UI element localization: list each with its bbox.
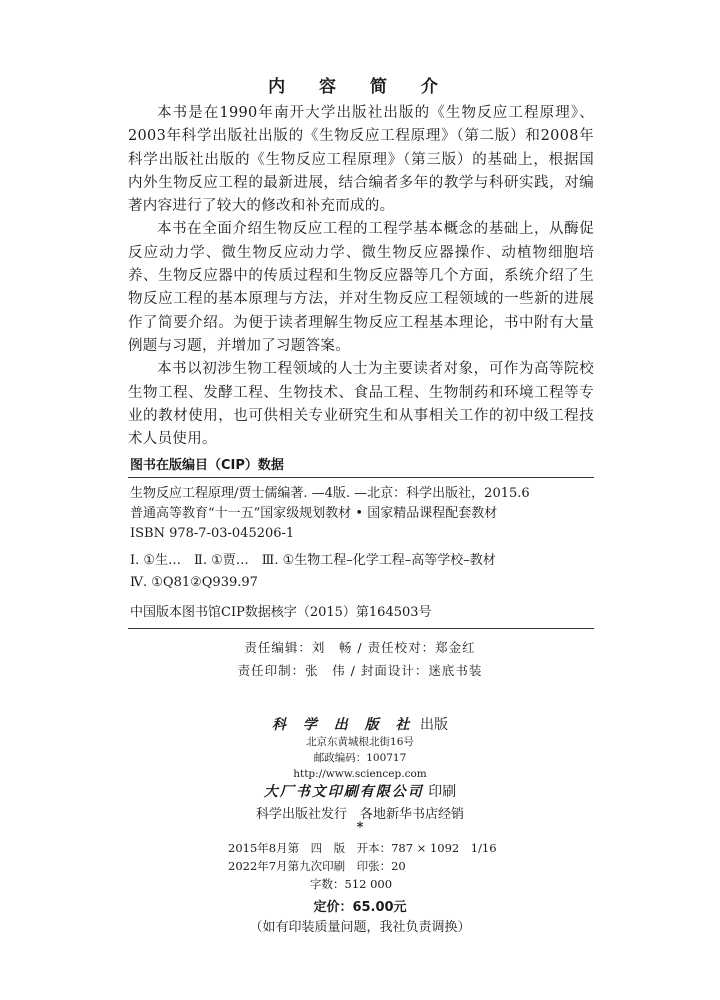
cip-entry-line: 生物反应工程原理/贾士儒编著. —4版. —北京：科学出版社，2015.6	[130, 486, 530, 501]
price: 定价：65.00元	[313, 900, 407, 915]
publisher-suffix: 出版	[419, 717, 448, 733]
content-summary	[128, 102, 594, 451]
printer-line	[0, 781, 720, 801]
separator-star: *	[356, 820, 364, 835]
cip-class-line: Ⅰ. ①生… Ⅱ. ①贾… Ⅲ. ①生物工程–化学工程–高等学校–教材	[130, 553, 496, 568]
cip-classification	[130, 550, 600, 594]
page-title: 内 容 简 介	[268, 77, 452, 97]
staff-line: 责任印制：张 伟 / 封面设计：迷底书装	[237, 663, 483, 678]
cip-bottom-rule	[128, 628, 594, 629]
distribution-line: 科学出版社发行 各地新华书店经销	[255, 807, 464, 822]
cip-top-rule	[128, 477, 594, 478]
quality-notice: （如有印装质量问题，我社负责调换）	[249, 920, 471, 935]
summary-paragraph: 本书是在1990年南开大学出版社出版的《生物反应工程原理》、2003年科学出版社出版的《生物反应工程原理》（第二版）和2008年科学出版社出版的《生物反应工程原理》（第三版）的基础上，根据国内外生物反应工程的最新进展，结合编者多年的教学与科研实践，对编著内容进行了较大的修改和补充而成的。	[128, 105, 594, 215]
cip-entry-line: 普通高等教育“十一五”国家级规划教材 • 国家精品课程配套教材	[130, 506, 498, 521]
summary-paragraph: 本书以初涉生物工程领域的人士为主要读者对象，可作为高等院校生物工程、发酵工程、生物技术、食品工程、生物制药和环境工程等专业的教材使用，也可供相关专业研究生和从事相关工作的初中级工程技术人员使用。	[128, 361, 594, 448]
publisher-line	[0, 714, 720, 734]
cip-isbn: ISBN 978-7-03-045206-1	[130, 526, 295, 541]
publisher-postcode: 邮政编码：100717	[313, 752, 407, 764]
cip-record	[130, 603, 600, 623]
publisher-address: 北京东黄城根北街16号	[306, 736, 414, 748]
publisher-url: http://www.sciencep.com	[293, 768, 427, 780]
cip-heading: 图书在版编目（CIP）数据	[130, 458, 284, 473]
printing-line: 2022年7月第九次印刷 印张：20	[228, 859, 406, 873]
edition-line: 2015年8月第 四 版 开本：787 × 1092 1/16	[228, 841, 497, 855]
staff-line: 责任编辑：刘 畅 / 责任校对：郑金红	[244, 640, 476, 655]
cip-record-line: 中国版本图书馆CIP数据核字（2015）第164503号	[130, 605, 432, 620]
printer-name: 大厂书文印刷有限公司	[263, 784, 424, 800]
summary-paragraph: 本书在全面介绍生物反应工程的工程学基本概念的基础上，从酶促反应动力学、微生物反应动力学、微生物反应器操作、动植物细胞培养、生物反应器中的传质过程和生物反应器等几个方面，系统介绍了生物反应工程的基本原理与方法，并对生物反应工程领域的一些新的进展作了简要介绍。为便于读者理解生物反应工程基本理论，书中附有大量例题与习题，并增加了习题答案。	[128, 221, 594, 354]
printer-suffix: 印刷	[428, 784, 457, 800]
cip-entry	[130, 484, 600, 544]
word-count: 字数：512 000	[310, 877, 393, 891]
publisher-name: 科 学 出 版 社	[272, 717, 416, 733]
cip-class-line: Ⅳ. ①Q81②Q939.97	[130, 575, 258, 590]
